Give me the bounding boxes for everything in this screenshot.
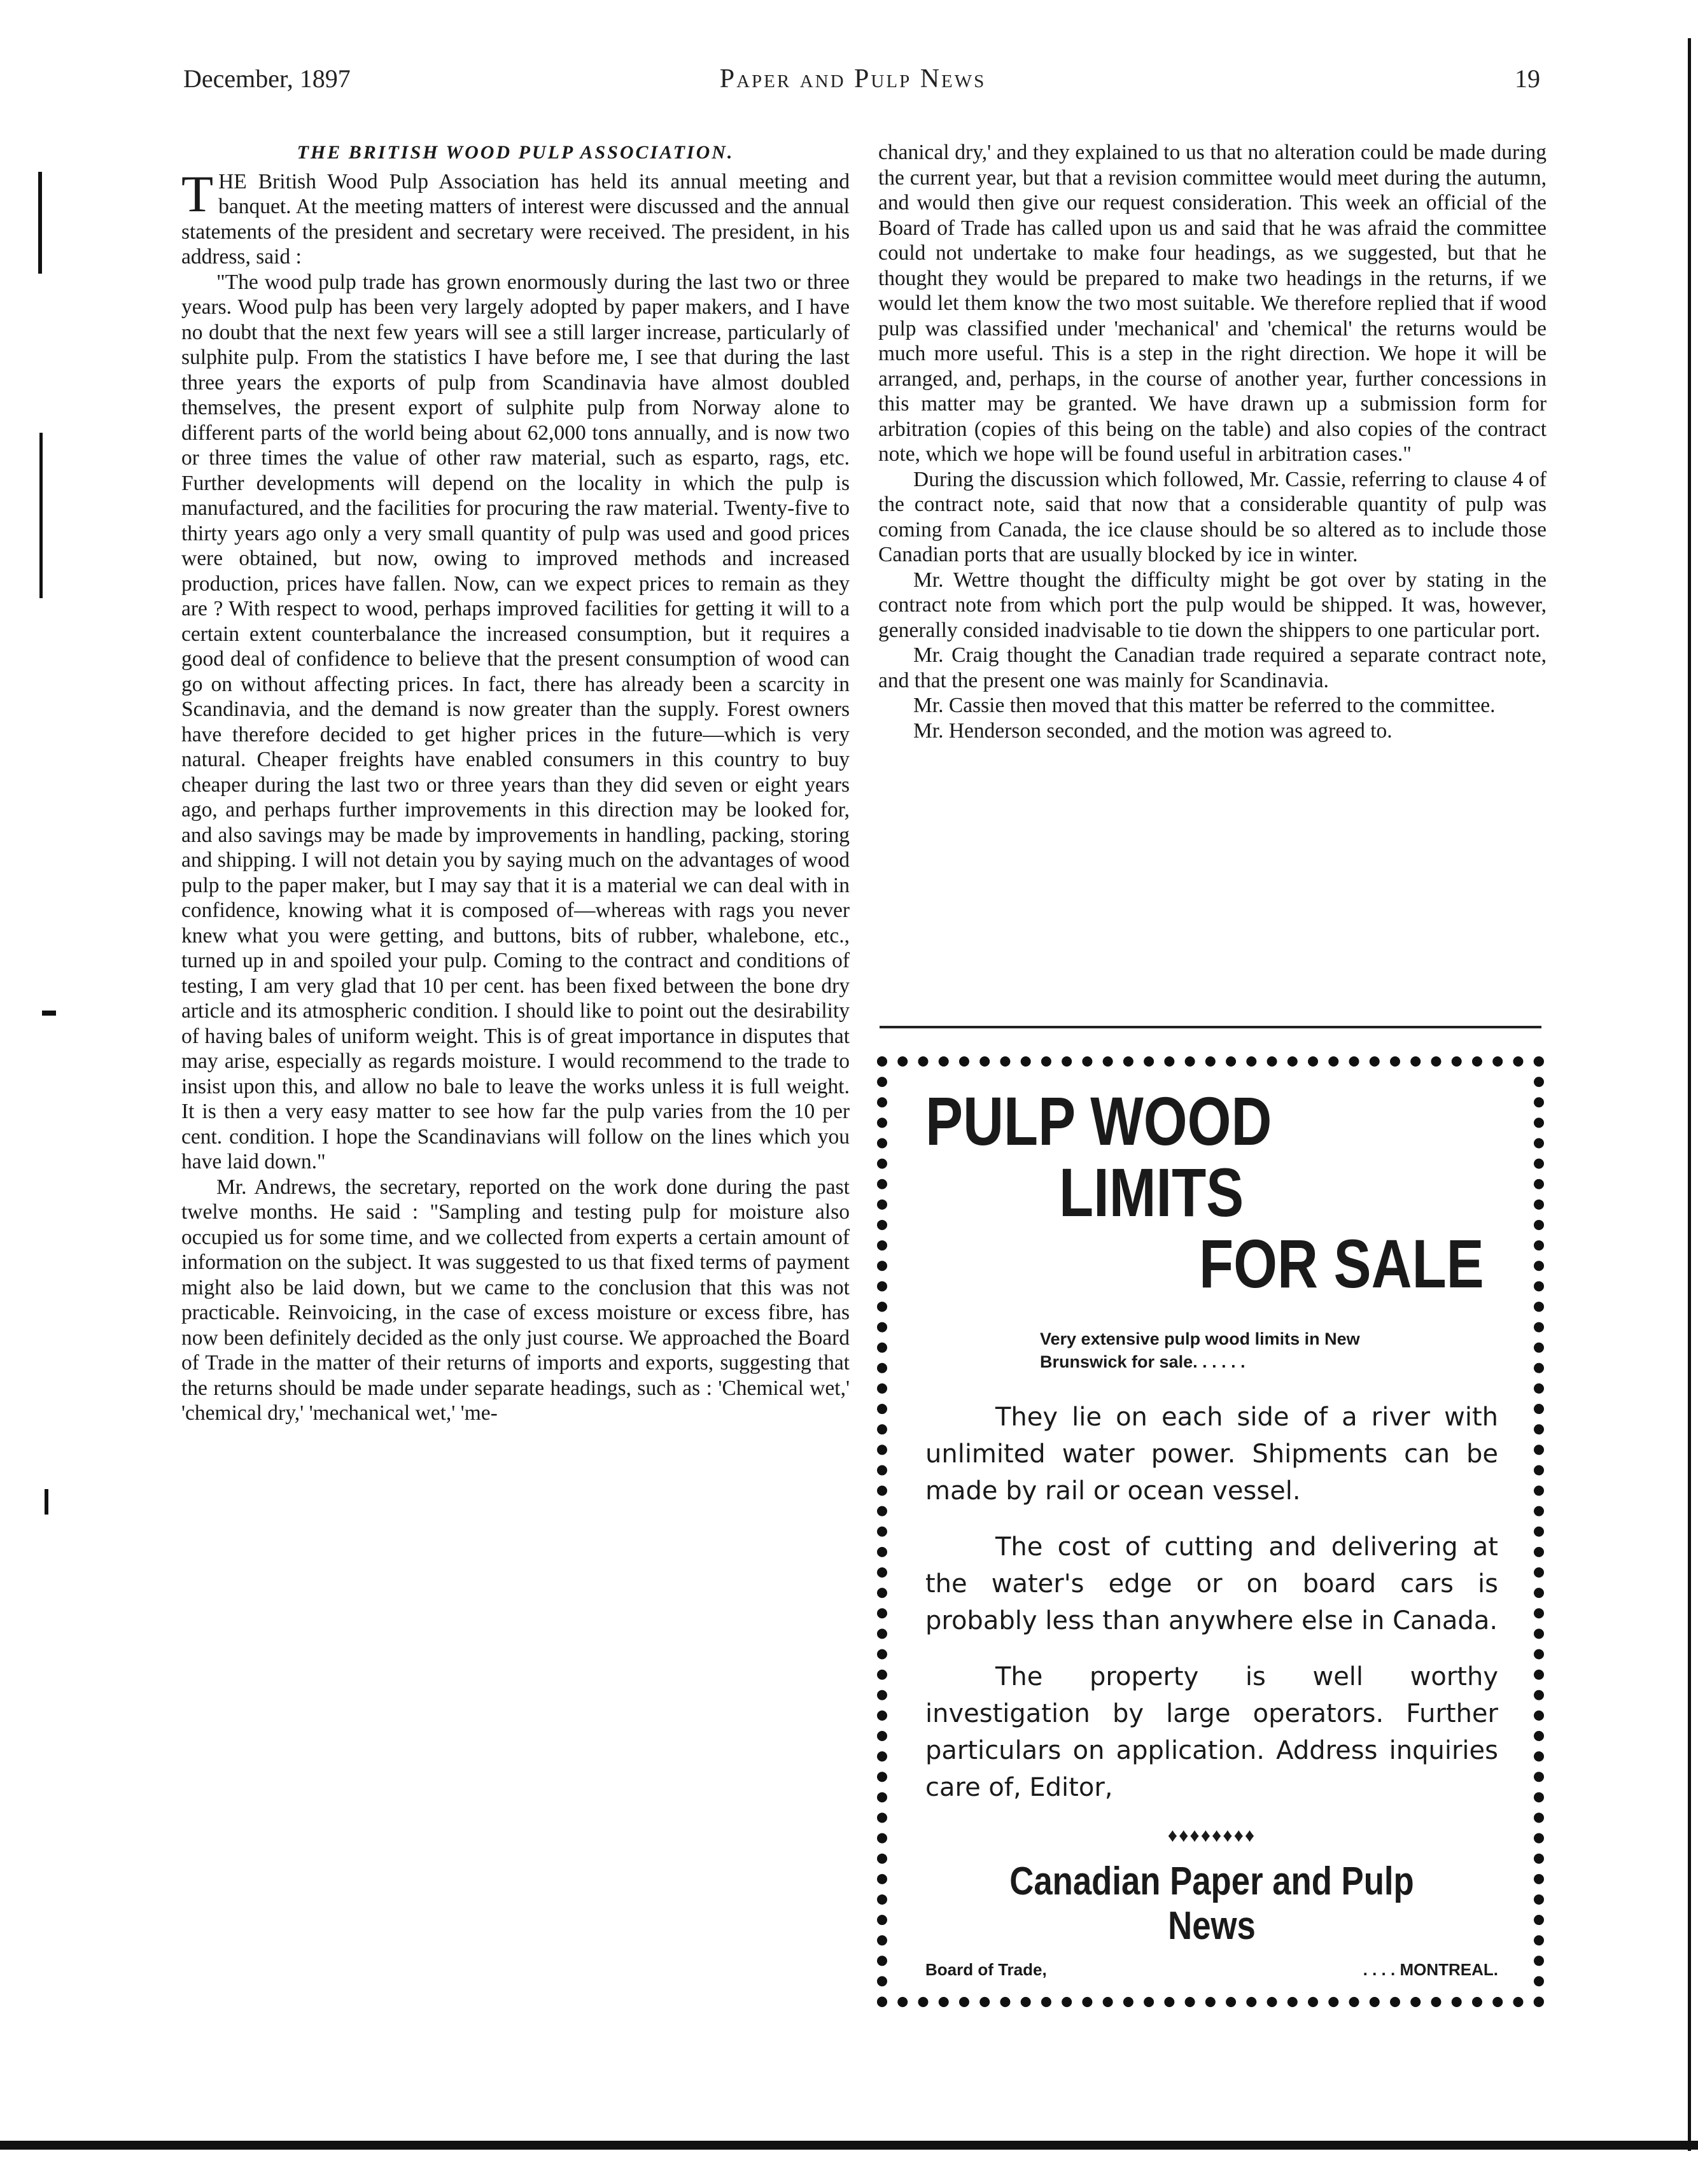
article-paragraph-henderson: Mr. Henderson seconded, and the motion was agreed to. — [913, 718, 1393, 743]
margin-mark — [38, 172, 42, 274]
article-paragraph-wettre: Mr. Wettre thought the difficulty might be got over by stating in the contract note from which port the pulp would be shipped. It was, however, generally consided inadvisable to tie down the shippers to one particular port. — [878, 568, 1547, 642]
article-paragraph-cassie-motion: Mr. Cassie then moved that this matter be referred to the committee. — [913, 694, 1496, 717]
article-paragraph-craig: Mr. Craig thought the Canadian trade required a separate contract note, and that the present one was mainly for Scandinavia. — [878, 643, 1547, 692]
ad-body-paragraph-3: The property is well worthy investigation by large operators. Further particulars on application. Address inquiries care of, Editor, — [925, 1662, 1498, 1802]
drop-cap: T — [181, 164, 214, 223]
running-head-title: Paper and Pulp News — [719, 64, 986, 94]
column-rule — [880, 1026, 1541, 1028]
ad-address-right: . . . . MONTREAL. — [1363, 1960, 1498, 1979]
advertisement-content — [925, 1082, 1498, 1980]
margin-mark — [42, 1011, 56, 1016]
ad-address — [925, 1960, 1498, 1980]
article-paragraph-continued: chanical dry,' and they explained to us that no alteration could be made during the current year, but that a revision committee would meet during the autumn, and would then give our request consideration. This week an official of the Board of Trade has called upon us and said that he was afraid the committee could not undertake to make four headings, as we suggested, but that he thought they would be prepared to make two headings in the returns, if we would let them know the two most suitable. We therefore replied that if wood pulp was classified under 'mechanical' and 'chemical' the returns would be much more useful. This is a step in the right direction. We hope it will be arranged, and, perhaps, in the course of another year, further concessions in this matter may be granted. We have drawn up a submission form for arbitration (copies of this being on the table) and also copies of the contract note, which we hope will be found useful in arbitration cases." — [878, 141, 1547, 466]
ad-headline-line3: FOR SALE — [1199, 1225, 1484, 1302]
running-head-date: December, 1897 — [183, 64, 351, 93]
ad-body — [925, 1399, 1498, 1806]
article-title: THE BRITISH WOOD PULP ASSOCIATION. — [297, 142, 734, 163]
margin-mark — [45, 1489, 48, 1515]
article-paragraph-secretary-report: Mr. Andrews, the secretary, reported on the work done during the past twelve months. He said : "Sampling and testing pulp for moisture also occupied us for some time, and we collected from experts a certain amount of information on the subject. It was suggested to us that fixed terms of payment might also be laid down, but we came to the conclusion that this was not practicable. Reinvoicing, in the case of excess moisture or excess fibre, has now been definitely decided as the only just course. We approached the Board of Trade in the matter of their returns of imports and exports, suggesting that the returns should be made under separate headings, such as : 'Chemical wet,' 'chemical dry,' 'mechanical wet,' 'me- — [181, 1175, 850, 1425]
ornament-diamonds: ♦♦♦♦♦♦♦♦ — [1167, 1825, 1256, 1846]
article-column-right — [878, 140, 1547, 743]
ad-headline-line2: LIMITS — [1059, 1154, 1244, 1231]
advertisement-box — [877, 1056, 1544, 2007]
ad-body-paragraph-1: They lie on each side of a river with unlimited water power. Shipments can be made by rail or ocean vessel. — [925, 1403, 1498, 1506]
article-column-left — [181, 140, 850, 1426]
ad-body-paragraph-2: The cost of cutting and delivering at the water's edge or on board cars is probably less than anywhere else in Canada. — [925, 1532, 1498, 1635]
article-paragraph-intro — [181, 164, 850, 270]
ad-headline-line1: PULP WOOD — [925, 1082, 1272, 1159]
article-paragraph-president-address: "The wood pulp trade has grown enormously during the last two or three years. Wood pulp has been very largely adopted by paper makers, and I have no doubt that the next few years will see a still larger increase, particularly of sulphite pulp. From the statistics I have before me, I see that during the last three years the exports of pulp from Scandinavia have almost doubled themselves, the present export of sulphite pulp from Norway alone to different parts of the world being about 62,000 tons annually, and is now two or three times the value of other raw material, such as esparto, rags, etc. Further developments will depend on the locality in which the pulp is manufactured, and the facilities for procuring the raw material. Twenty-five to thirty years ago only a very small quantity of pulp was used and good prices were obtained, but now, owing to improved methods and increased production, prices have fallen. Now, can we expect prices to remain as they are ? With respect to wood, perhaps improved facilities for getting it will to a certain extent counterbalance the increased consumption, but it requires a good deal of confidence to believe that the present consumption of wood can go on without affecting prices. In fact, there has already been a scarcity in Scandinavia, and the demand is now greater than the supply. Forest owners have therefore decided to get higher prices in the future—which is very natural. Cheaper freights have enabled consumers in this country to buy cheaper during the last two or three years than they did seven or eight years ago, and perhaps further improvements in this direction may be looked for, and also savings may be made by improvements in handling, packing, storing and shipping. I will not detain you by saying much on the advantages of wood pulp to the paper maker, but I may say that it is a material we can deal with in confidence, knowing what it is composed of—whereas with rags you never knew what you were getting, and buttons, bits of rubber, whalebone, etc., turned up in and spoiled your pulp. Coming to the contract and conditions of testing, I am very glad that 10 per cent. has been fixed between the bone dry article and its atmospheric condition. I should like to point out the desirability of having bales of uniform weight. This is of great importance in disputes that may arise, especially as regards moisture. I would recommend to the trade to insist upon this, and allow no bale to leave the works unless it is full weight. It is then a very easy matter to see how far the pulp varies from the 10 per cent. condition. I hope the Scandinavians will follow on the lines which you have laid down." — [181, 270, 850, 1173]
article-paragraph-cassie: During the discussion which followed, Mr. Cassie, referring to clause 4 of the contract note, said that now that a considerable quantity of pulp was coming from Canada, the ice clause should be so altered as to include those Canadian ports that are usually blocked by ice in winter. — [878, 467, 1547, 566]
page-edge-right — [1688, 38, 1691, 2151]
page-number: 19 — [1515, 64, 1540, 93]
ad-publisher-name: Canadian Paper and Pulp News — [1009, 1859, 1414, 1948]
ad-subhead: Very extensive pulp wood limits in New Brunswick for sale. . . . . . — [1040, 1329, 1360, 1371]
margin-mark — [39, 433, 43, 598]
ad-address-left: Board of Trade, — [925, 1960, 1047, 1979]
intro-text: HE British Wood Pulp Association has held its annual meeting and banquet. At the meeting matters of interest were discussed and the annual statements of the president and secretary were received. The president, in his address, said : — [181, 169, 850, 269]
page-edge-bottom — [0, 2141, 1698, 2150]
